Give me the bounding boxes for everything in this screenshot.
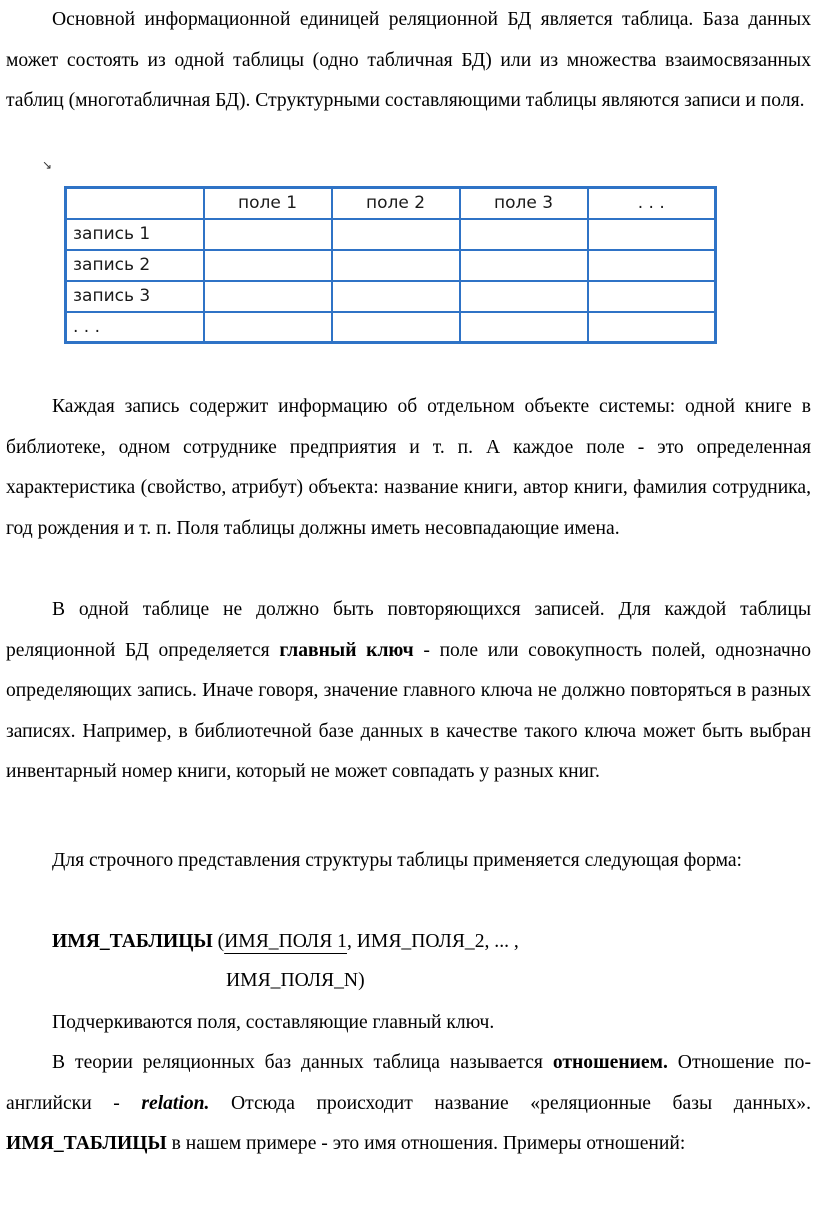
- table-cell: [332, 281, 460, 312]
- underline-note-block: [6, 1003, 811, 1044]
- form-intro-paragraph-block: [6, 841, 811, 882]
- table-row-label: запись 3: [66, 281, 204, 312]
- table-row: [66, 281, 716, 312]
- form-rest: , ИМЯ_ПОЛЯ_2, ... ,: [346, 931, 519, 952]
- table-header-cell: поле 3: [460, 188, 588, 219]
- intro-paragraph: Основной информационной единицей реляционной БД является таблица. База данных может состоять из одной таблицы (одно табличная БД) или из множества взаимосвязанных таблиц (многотабличная БД). Структурными составляющими таблицы являются записи и поля.: [6, 9, 811, 112]
- text-span: В одной таблице не должно быть повторяющихся записей. Для каждой таблицы реляционной БД определяется: [6, 599, 811, 661]
- primary-key-term: главный ключ: [279, 639, 414, 661]
- table-header-cell: поле 1: [204, 188, 332, 219]
- text-span: Отсюда происходит название «реляционные базы данных».: [209, 1092, 812, 1114]
- relation-english-term: relation.: [141, 1092, 210, 1114]
- table-row-label: запись 1: [66, 219, 204, 250]
- key-field-name: ИМЯ_ПОЛЯ 1: [224, 931, 347, 952]
- primary-key-paragraph-block: [6, 590, 811, 793]
- table-cell: [332, 250, 460, 281]
- table-cell: [588, 250, 716, 281]
- table-cell: [332, 312, 460, 343]
- records-paragraph: Каждая запись содержит информацию об отдельном объекте системы: одной книге в библиотеке, одном сотруднике предприятия и т. п. А каждое поле - это определенная характеристика (свойство, атрибут) объекта: название книги, автор книги, фамилия сотрудника, год рождения и т. п. Поля таблицы должны иметь несовпадающие имена.: [6, 396, 811, 539]
- table-header-cell: [66, 188, 204, 219]
- structure-form-line-1: [52, 922, 519, 962]
- primary-key-paragraph: [6, 590, 811, 793]
- text-span: В теории реляционных баз данных таблица называется: [52, 1052, 553, 1073]
- table-cell: [588, 312, 716, 343]
- table-row: [66, 250, 716, 281]
- table-header-row: [66, 188, 716, 219]
- relation-paragraph: [6, 1043, 811, 1165]
- table-row: [66, 219, 716, 250]
- table-cell: [460, 281, 588, 312]
- records-paragraph-block: [6, 387, 811, 549]
- table-row: [66, 312, 716, 343]
- table-row-label: запись 2: [66, 250, 204, 281]
- relation-term: отношением.: [552, 1052, 668, 1073]
- relational-table: [64, 186, 717, 344]
- form-intro-paragraph: Для строчного представления структуры таблицы применяется следующая форма:: [52, 850, 742, 871]
- table-cell: [588, 281, 716, 312]
- table-cell: [332, 219, 460, 250]
- table-cell: [204, 250, 332, 281]
- text-span: Отношение по-английски -: [6, 1052, 811, 1114]
- table-cell: [588, 219, 716, 250]
- relation-paragraph-block: [6, 1043, 811, 1165]
- table-row-label: . . .: [66, 312, 204, 343]
- table-cell: [460, 312, 588, 343]
- table-header-cell: поле 2: [332, 188, 460, 219]
- text-span: - поле или совокупность полей, однозначно определяющих запись. Иначе говоря, значение главного ключа не должно повторяться в разных записях. Например, в библиотечной базе данных в качестве такого ключа может быть выбран инвентарный номер книги, который не может совпадать у разных книг.: [6, 639, 811, 783]
- table-header-cell: . . .: [588, 188, 716, 219]
- table-cell: [204, 219, 332, 250]
- form-open-paren: (: [212, 931, 225, 952]
- table-cell: [460, 219, 588, 250]
- relational-table-figure: [64, 186, 717, 344]
- text-span: в нашем примере - это имя отношения. Примеры отношений:: [166, 1133, 686, 1155]
- table-cell: [204, 312, 332, 343]
- structure-form-line-2: ИМЯ_ПОЛЯ_N): [226, 970, 365, 991]
- table-mark: ↘: [42, 158, 53, 172]
- intro-paragraph-block: [6, 0, 811, 122]
- table-name-term: ИМЯ_ТАБЛИЦЫ: [52, 931, 213, 952]
- table-name-term-2: ИМЯ_ТАБЛИЦЫ: [6, 1133, 167, 1155]
- table-cell: [204, 281, 332, 312]
- table-cell: [460, 250, 588, 281]
- underline-note: Подчеркиваются поля, составляющие главный ключ.: [52, 1012, 495, 1033]
